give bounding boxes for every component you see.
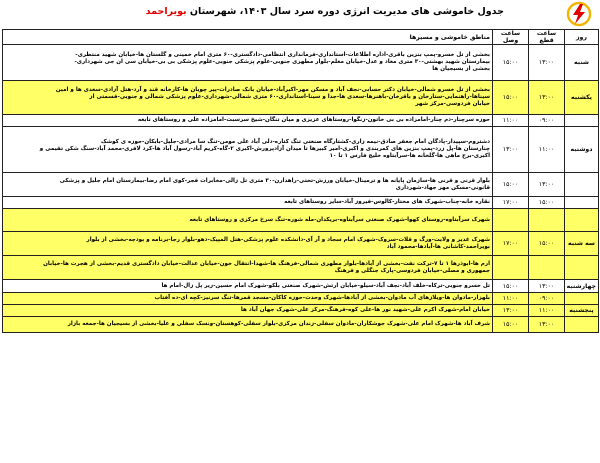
cell-day: چهارشنبه xyxy=(565,280,599,293)
cell-areas xyxy=(3,115,493,127)
area-line: سیناها-راهنمایی-ستارخان و باقرخان-باهنرها-سعدی ها-جدا و سینا-استانداری-۶۰ متری شمالی-شهرداری-علوم پزشکی شمالی و جنوبی-قسمتی از xyxy=(89,94,490,100)
area-line: حوزه سرچنار-دم چنار-امامزاده بی بی خاتون-زنگوا-روستاهای عزیزی و میان تنگان-شیخ سرسبت-امامزاده علی و روستاهای تابعه xyxy=(137,117,490,123)
cell-end-time: ۱۵:۰۰ xyxy=(493,81,529,115)
cell-day: یکشنبه xyxy=(565,81,599,115)
table-row xyxy=(3,305,599,317)
area-line: شهرک سرآبتاوه-روستای کهوا-شهرک صنعتی سرآبتاوه-بریکدان-مله شوره-تنگ سرخ مرکزی و روستاهای تابعه xyxy=(189,216,490,223)
area-line: بویراحمد-کاشانی ها-آبادها-محمود آباد xyxy=(386,243,490,250)
schedule-table xyxy=(2,29,599,333)
page-title xyxy=(146,6,504,17)
cell-end-time: ۱۳:۰۰ xyxy=(493,305,529,317)
cell-day xyxy=(565,197,599,209)
cell-areas xyxy=(3,81,493,115)
cell-end-time: ۱۵:۰۰ xyxy=(493,317,529,333)
cell-start-time xyxy=(529,209,565,232)
cell-areas xyxy=(3,305,493,317)
area-line: شهرک غدیر و ولایت-ورگ و قلات-سروک-شهرک امام سجاد و آر آی-دانشکده علوم پزشکی-هتل المپیک-دهو-بلوار رجا-برنامه و بودجه-بخشی از بلوار xyxy=(86,236,490,243)
cell-end-time: ۱۱:۰۰ xyxy=(493,115,529,127)
cell-day xyxy=(565,115,599,127)
cell-areas xyxy=(3,232,493,256)
table-row xyxy=(3,45,599,81)
cell-start-time xyxy=(529,256,565,280)
cell-end-time: ۱۵:۰۰ xyxy=(493,45,529,81)
area-line: اکبری-برج ماهی ها-گلخانه ها-سرآبتاوه خلیج فارس ۱ تا ۱۰ xyxy=(329,153,490,159)
col-start: ساعت قطع xyxy=(529,30,565,45)
table-header-row xyxy=(3,30,599,45)
cell-areas xyxy=(3,317,493,333)
table-row xyxy=(3,209,599,232)
cell-end-time: ۱۷:۰۰ xyxy=(493,197,529,209)
cell-day: سه شنبه xyxy=(565,232,599,256)
cell-day: شنبه xyxy=(565,45,599,81)
cell-start-time: ۱۵:۰۰ xyxy=(529,232,565,256)
area-line: تل خسرو جنوبی-ترکاه-خلف آباد-نجف آباد-سیلو-خیابان ارتش-شهرک صنعتی بلکو-شهرک امام حسین-زیر پل زال-امام ها xyxy=(161,282,490,289)
cell-end-time: ۱۷:۰۰ xyxy=(493,232,529,256)
area-line: شرف آباد ها-شهرک امام علی-شهرک جوشکاران-مادوان سفلی-زندان مرکزی-بلوار سفلی-کوهستان-ونسک سفلی و علیا-بخشی از بسیجیان ها-جمعه بازار xyxy=(67,321,490,327)
col-end: ساعت وصل xyxy=(493,30,529,45)
header xyxy=(0,0,600,28)
cell-end-time: ۱۵:۰۰ xyxy=(493,280,529,293)
cell-end-time: ۱۳:۰۰ xyxy=(493,127,529,173)
title-text: جدول خاموشی های مدیریت انرژی دوره سرد سال ۱۴۰۳، شهرستان xyxy=(189,6,504,17)
area-line: خیابان فردوسی-مرکز شهر xyxy=(415,101,490,107)
cell-start-time: ۱۳:۰۰ xyxy=(529,45,565,81)
area-line: خیابان امام-شهرک اکرم علی-شهید نور ها-علی کوه-فرهنگ-مرکز علی-شهرک جهان آباد ها xyxy=(240,307,490,313)
cell-areas xyxy=(3,209,493,232)
cell-day xyxy=(565,317,599,333)
table-row xyxy=(3,173,599,197)
cell-start-time: ۱۳:۰۰ xyxy=(529,173,565,197)
area-line: قانونی-مسکن مهر جهاد-شهرداری xyxy=(395,184,490,191)
area-line: چنارستان ها-پل زرد-پمپ بنزین های کمربندی و اکبری-امیر کبیرها تا میدان آزادپرورش-اکبری ۲-گاه-کریم آباد-رسول آباد ها-کرد لافری-محمد آباد-سنگ شکن تقیمی و xyxy=(39,146,490,152)
table-row xyxy=(3,115,599,127)
col-areas: مناطق خاموشی و مسیرها xyxy=(3,30,493,45)
area-line: بخشی از تل خسرو-پمپ بنزین باقری-اداره اطلاعات-استانداری-فرمانداری انتظامی-دادگستری-۶۰ متری امام خمینی و گلستان ها-خیابان شهید منتظری- xyxy=(75,52,490,58)
cell-day: دوشنبه xyxy=(565,127,599,173)
table-row xyxy=(3,127,599,173)
table-row xyxy=(3,317,599,333)
area-line: نقاره خانه-چناب-شهرک های مختار-کالوس-فیروز آباد-سایر روستاهای تابعه xyxy=(284,199,490,205)
cell-day xyxy=(565,173,599,197)
col-day: روز xyxy=(565,30,599,45)
area-line: ارم ها-ابوذرها ۱ تا ۷-ترکت نفت-بخشی از آبادها-بلوار مطهری شمالی-فرهنگ ها-شهدا-انتقال خون-خیابان عدالت-خیابان دادگستری قدیم-بخشی از هجرت ها-خیابان xyxy=(43,260,490,267)
area-line: جمهوری و مصلی-خیابان فردوسی-پارک جنگلی و فرهنگ xyxy=(334,267,490,274)
table-row xyxy=(3,232,599,256)
title-city: بویراحمد xyxy=(145,6,187,17)
area-line: بخشی از بسیجیان ها xyxy=(432,66,490,72)
power-company-logo-icon xyxy=(562,1,596,27)
table-row xyxy=(3,81,599,115)
cell-end-time: ۱۵:۰۰ xyxy=(493,173,529,197)
cell-start-time: ۱۵:۰۰ xyxy=(529,197,565,209)
cell-start-time: ۱۱:۰۰ xyxy=(529,127,565,173)
cell-start-time: ۰۹:۰۰ xyxy=(529,293,565,305)
cell-day xyxy=(565,209,599,232)
cell-areas xyxy=(3,45,493,81)
table-body xyxy=(3,45,599,333)
cell-day xyxy=(565,256,599,280)
area-line: بیمارستان شهید بهشتی-۳۰ متری معاد و عدل-خیابان معلم-بلوار مطهری جنوبی-علوم پزشکی جنوبی-علوم پزشکی بی بی-خیابان سی ان جی شهرداری- xyxy=(74,59,490,65)
cell-areas xyxy=(3,127,493,173)
cell-areas xyxy=(3,293,493,305)
cell-areas xyxy=(3,256,493,280)
cell-start-time: ۱۱:۰۰ xyxy=(529,305,565,317)
area-line: دشتروم-سپیدار-پادگان امام جعفر صادق-نیمه زاری-کشتارگاه صنعتی تنگ کتاره-دلی آباد علی مومن-تنگ سا مرادی-جلیل-بابکان-حوزه ی کوشک xyxy=(100,139,490,145)
cell-start-time: ۱۳:۰۰ xyxy=(529,81,565,115)
table-row xyxy=(3,293,599,305)
table-row xyxy=(3,197,599,209)
area-line: بخشی از تل خسرو شمالی-خیابان دکتر حسابی-نجف آباد و مسکن مهر-اکبرآباد-خیابان بانک صادرات-پیر چوبان ها-کارخانه قند و آرد-هتل آزادی-سعدی ها و امین xyxy=(55,87,490,93)
cell-day xyxy=(565,293,599,305)
cell-end-time xyxy=(493,256,529,280)
cell-end-time: ۱۱:۰۰ xyxy=(493,293,529,305)
table-row xyxy=(3,280,599,293)
area-line: بلوار قرنی و قرنی ها-سازمان پایانه ها و ترمینال-خیابان ورزش-تختی-راهدارن-۳۰ متری تل زالی-مخابرات فجر-کوی امام رضا-بیمارستان امام جلیل و پزشکی xyxy=(59,177,490,184)
cell-areas xyxy=(3,280,493,293)
cell-start-time: ۰۹:۰۰ xyxy=(529,115,565,127)
cell-start-time: ۱۳:۰۰ xyxy=(529,317,565,333)
cell-day: پنجشنبه xyxy=(565,305,599,317)
area-line: بلهزار-مادوان ها-ویلازهای آب مادوان-بخشی از آبادها-شهرک وحدت-حوزه کاکان-مسجد قمرها-تنگ سرنیز-کچه ای-ده آفتاب xyxy=(154,295,490,301)
cell-areas xyxy=(3,197,493,209)
cell-end-time xyxy=(493,209,529,232)
cell-start-time: ۱۳:۰۰ xyxy=(529,280,565,293)
table-row xyxy=(3,256,599,280)
cell-areas xyxy=(3,173,493,197)
